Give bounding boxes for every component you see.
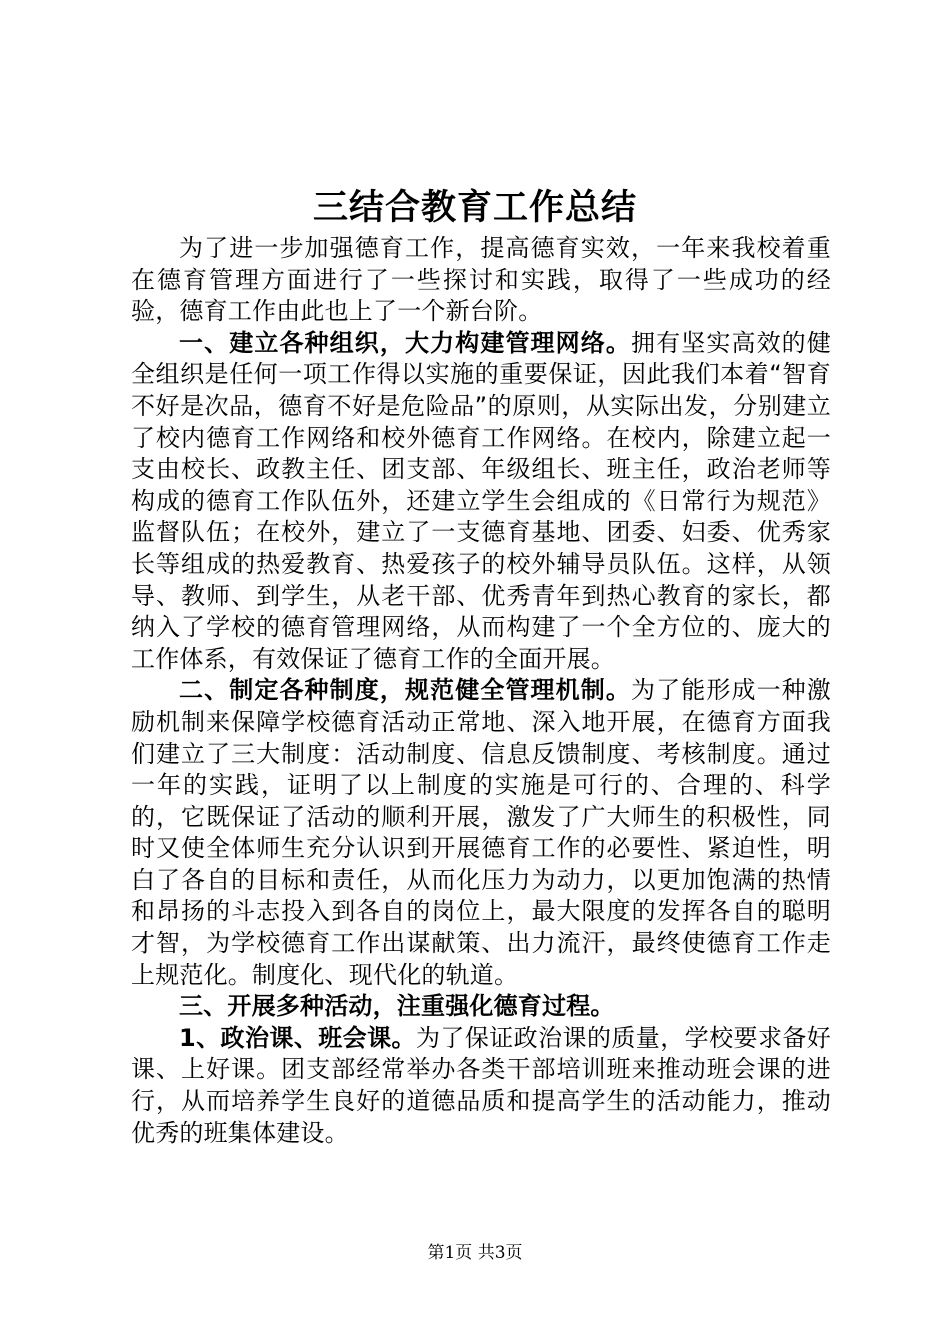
section-1-text: 拥有坚实高效的健全组织是任何一项工作得以实施的重要保证，因此我们本着“智育不好是次品，德育不好是危险品”的原则，从实际出发，分别建立了校内德育工作网络和校外德育工作网络。在校内，除建立起一支由校长、政教主任、团支部、年级组长、班主任，政治老师等构成的德育工作队伍外，还建立学生会组成的《日常行为规范》监督队伍；在校外，建立了一支德育基地、团委、妇委、优秀家长等组成的热爱教育、热爱孩子的校外辅导员队伍。这样，从领导、教师、到学生，从老干部、优秀青年到热心教育的家长，都纳入了学校的德育管理网络，从而构建了一个全方位的、庞大的工作体系，有效保证了德育工作的全面开展。 [131,328,831,673]
section-2-heading: 二、制定各种制度，规范健全管理机制。 [179,676,632,705]
section-2-text: 为了能形成一种激励机制来保障学校德育活动正常地、深入地开展，在德育方面我们建立了三大制度：活动制度、信息反馈制度、考核制度。通过一年的实践，证明了以上制度的实施是可行的、合理的、科学的，它既保证了活动的顺利开展，激发了广大师生的积极性，同时又使全体师生充分认识到开展德育工作的必要性、紧迫性，明白了各自的目标和责任，从而化压力为动力，以更加饱满的热情和昂扬的斗志投入到各自的岗位上，最大限度的发挥各自的聪明才智，为学校德育工作出谋献策、出力流汗，最终使德育工作走上规范化。制度化、现代化的轨道。 [131,676,831,989]
intro-paragraph [131,233,831,328]
section-3-paragraph [131,991,831,1023]
page-number-footer: 第1页 共3页 [427,1243,523,1263]
page-title: 三结合教育工作总结 [312,187,637,228]
section-1-heading: 一、建立各种组织，大力构建管理网络。 [179,328,632,357]
subsection-1-heading: 1、政治课、班会课。 [179,1023,416,1052]
section-3-heading: 三、开展多种活动，注重强化德育过程。 [179,992,615,1021]
subsection-1-text: 为了保证政治课的质量，学校要求备好课、上好课。团支部经常举办各类干部培训班来推动班会课的进行，从而培养学生良好的道德品质和提高学生的活动能力，推动优秀的班集体建设。 [131,1023,831,1147]
section-2-paragraph [131,675,831,991]
document-body [131,233,831,1149]
paragraph-text: 为了进一步加强德育工作，提高德育实效，一年来我校着重在德育管理方面进行了一些探讨和实践，取得了一些成功的经验，德育工作由此也上了一个新台阶。 [131,234,831,326]
subsection-1-paragraph [131,1023,831,1149]
section-1-paragraph [131,328,831,676]
